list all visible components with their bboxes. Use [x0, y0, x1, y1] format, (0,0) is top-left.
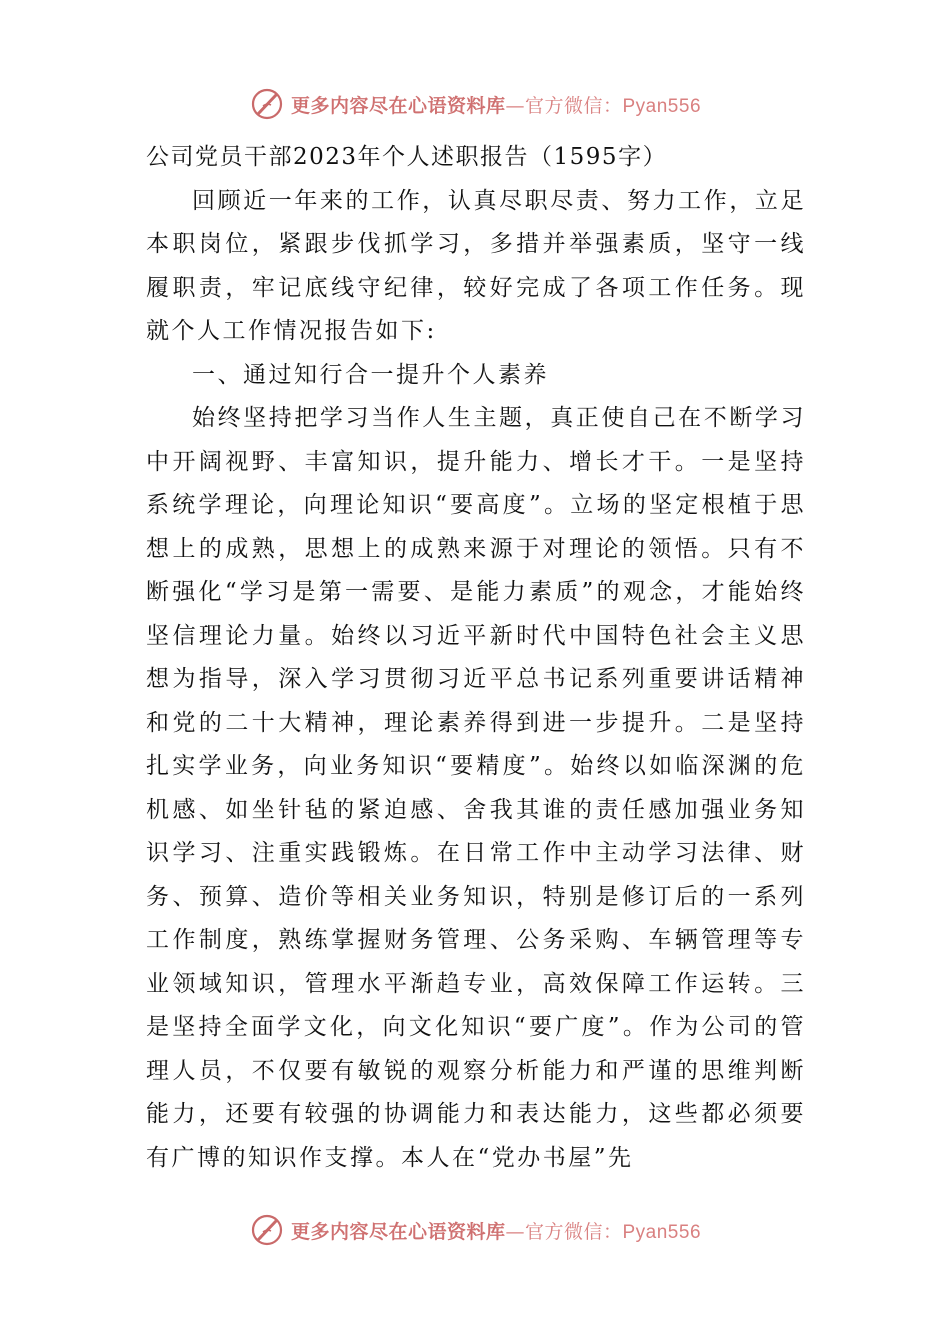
watermark-text — [291, 91, 701, 118]
section-1-body: 始终坚持把学习当作人生主题，真正使自己在不断学习中开阔视野、丰富知识，提升能力、增长才干。一是坚持系统学理论，向理论知识“要高度”。立场的坚定根植于思想上的成熟，思想上的成熟来源于对理论的领悟。只有不断强化“学习是第一需要、是能力素质”的观念，才能始终坚信理论力量。始终以习近平新时代中国特色社会主义思想为指导，深入学习贯彻习近平总书记系列重要讲话精神和党的二十大精神，理论素养得到进一步提升。二是坚持扎实学业务，向业务知识“要精度”。始终以如临深渊的危机感、如坐针毡的紧迫感、舍我其谁的责任感加强业务知识学习、注重实践锻炼。在日常工作中主动学习法律、财务、预算、造价等相关业务知识，特别是修订后的一系列工作制度，熟练掌握财务管理、公务采购、车辆管理等专业领域知识，管理水平渐趋专业，高效保障工作运转。三是坚持全面学文化，向文化知识“要广度”。作为公司的管理人员，不仅要有敏锐的观察分析能力和严谨的思维判断能力，还要有较强的协调能力和表达能力，这些都必须要有广博的知识作支撑。本人在“党办书屋”先 — [146, 405, 806, 1171]
watermark-dash: — — [505, 1220, 525, 1243]
watermark-dash: — — [505, 94, 525, 117]
watermark-label: 官方微信： — [524, 1220, 623, 1243]
watermark-text — [291, 1217, 701, 1244]
document-title: 公司党员干部2023年个人述职报告（1595字） — [146, 144, 668, 170]
watermark-brand: 更多内容尽在心语资料库 — [290, 94, 506, 117]
watermark-wechat-id: Pyan556 — [622, 1221, 702, 1243]
watermark-brand: 更多内容尽在心语资料库 — [290, 1220, 506, 1243]
intro-paragraph: 回顾近一年来的工作，认真尽职尽责、努力工作，立足本职岗位，紧跟步伐抓学习，多措并举强素质，坚守一线履职责，牢记底线守纪律，较好完成了各项工作任务。现就个人工作情况报告如下: — [146, 187, 806, 344]
watermark-label: 官方微信： — [524, 94, 623, 117]
pen-circle-logo-icon — [249, 86, 285, 122]
pen-circle-logo-icon — [249, 1212, 285, 1248]
header-watermark — [0, 84, 950, 124]
section-heading-1: 一、通过知行合一提升个人素养 — [192, 361, 549, 388]
document-content — [146, 136, 806, 1180]
footer-watermark — [0, 1210, 950, 1250]
watermark-wechat-id: Pyan556 — [622, 95, 702, 117]
